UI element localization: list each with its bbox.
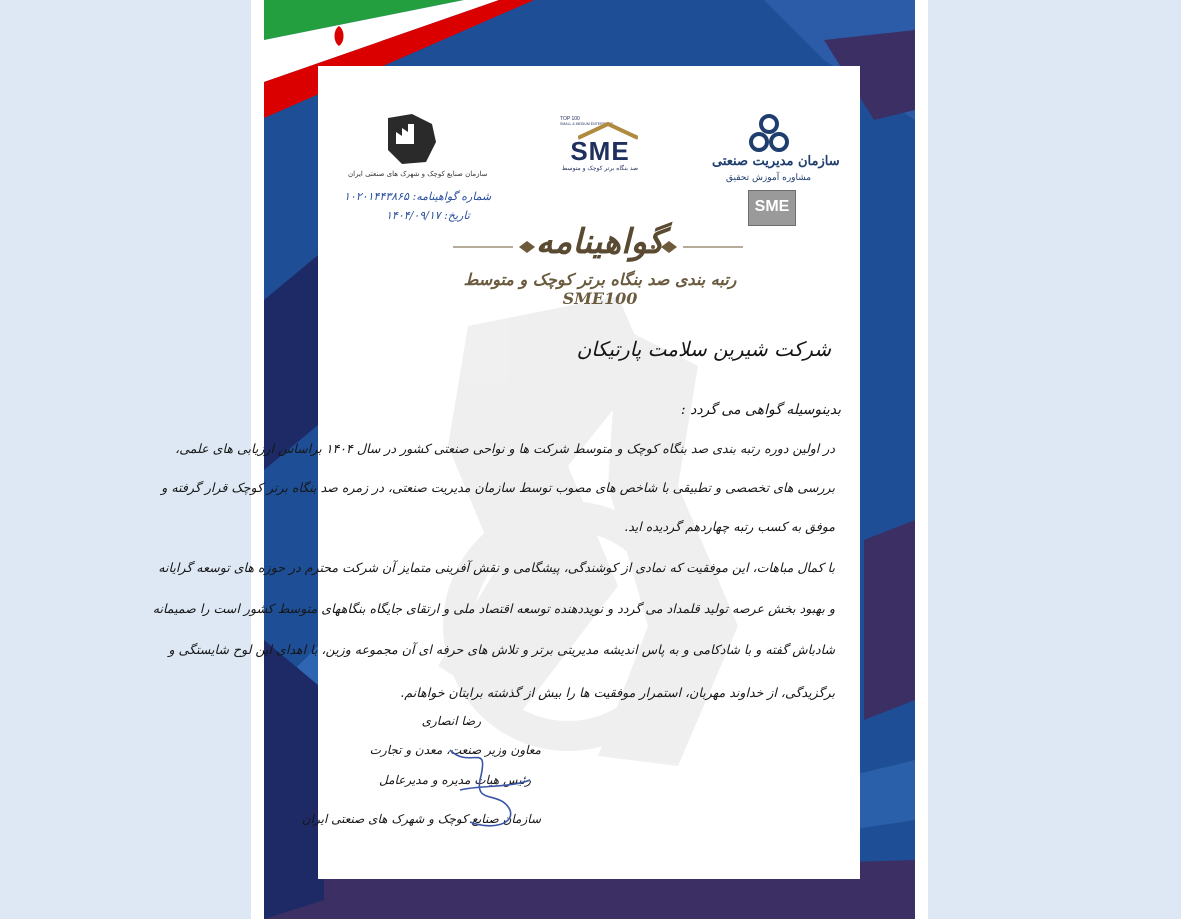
sme-badge <box>748 190 796 226</box>
intro-text: بدینوسیله گواهی می گردد : <box>680 402 841 418</box>
certificate-date: تاریخ: ۱۴۰۴/۰۹/۱۷ <box>386 209 470 222</box>
body-line: و بهبود بخش عرصه تولید قلمداد می گردد و نویددهنده توسعه اقتصاد ملی و ارتقای جایگاه بنگاههای متوسط کشور است را صمیمانه <box>152 601 835 616</box>
signer-role-2: رئیس هیات مدیره و مدیرعامل <box>378 773 531 787</box>
sme-top100-label: TOP 100 <box>560 116 580 122</box>
certificate-number: شماره گواهینامه: ۱۰۲۰۱۴۴۳۸۶۵ <box>344 190 492 203</box>
right-org-sub: مشاوره آموزش تحقیق <box>726 173 812 183</box>
company-name: شرکت شیرین سلامت پارتیکان <box>576 337 831 361</box>
body-line: با کمال مباهات، این موفقیت که نمادی از کوشندگی، پیشگامی و نقش آفرینی متمایز آن شرکت محترم در حوزه های توسعه گرایانه <box>158 560 835 575</box>
sme-logo-text: SME <box>570 136 630 166</box>
certificate-body <box>318 66 860 879</box>
sme-top100-logo <box>560 116 640 174</box>
certificate-title: گواهینامه <box>535 222 665 262</box>
iran-map-logo <box>382 112 438 166</box>
sme-sub-label: SMALL & MEDIUM ENTERPRISE <box>560 122 614 126</box>
body-line: بررسی های تخصصی و تطبیقی با شاخص های مصوب توسط سازمان مدیریت صنعتی، در زمره صد بنگاه برتر کوچک قرار گرفته و <box>161 480 835 495</box>
industrial-management-logo <box>748 114 790 154</box>
handwritten-signature <box>420 730 540 840</box>
sme-badge-text: SME <box>754 198 790 215</box>
body-line: در اولین دوره رتبه بندی صد بنگاه کوچک و متوسط شرکت ها و نواحی صنعتی کشور در سال ۱۴۰۴ براساس ارزیابی های علمی، <box>175 441 835 456</box>
right-org-name: سازمان مدیریت صنعتی <box>712 154 840 169</box>
body-line: شادباش گفته و با شادکامی و به پاس اندیشه مدیریتی برتر و تلاش های حرفه ای آن مجموعه وزین، با اهدای این لوح شایستگی و <box>168 642 835 657</box>
left-org-name: سازمان صنایع کوچک و شهرک های صنعتی ایران <box>348 170 488 178</box>
signer-role-1: معاون وزیر صنعت، معدن و تجارت <box>369 743 541 757</box>
body-line: برگزیدگی، از خداوند مهربان، استمرار موفقیت ها را بیش از گذشته برایتان خواهانم. <box>400 685 835 700</box>
body-line: موفق به کسب رتبه چهاردهم گردیده اید. <box>624 519 835 534</box>
signer-name: رضا انصاری <box>421 714 481 728</box>
certificate-subtitle: رتبه بندی صد بنگاه برتر کوچک و متوسط SME100 <box>463 270 737 308</box>
sme-logo-caption: صد بنگاه برتر کوچک و متوسط <box>561 165 639 172</box>
signer-role-3: سازمان صنایع کوچک و شهرک های صنعتی ایران <box>301 812 541 826</box>
watermark-emblem <box>318 66 860 879</box>
